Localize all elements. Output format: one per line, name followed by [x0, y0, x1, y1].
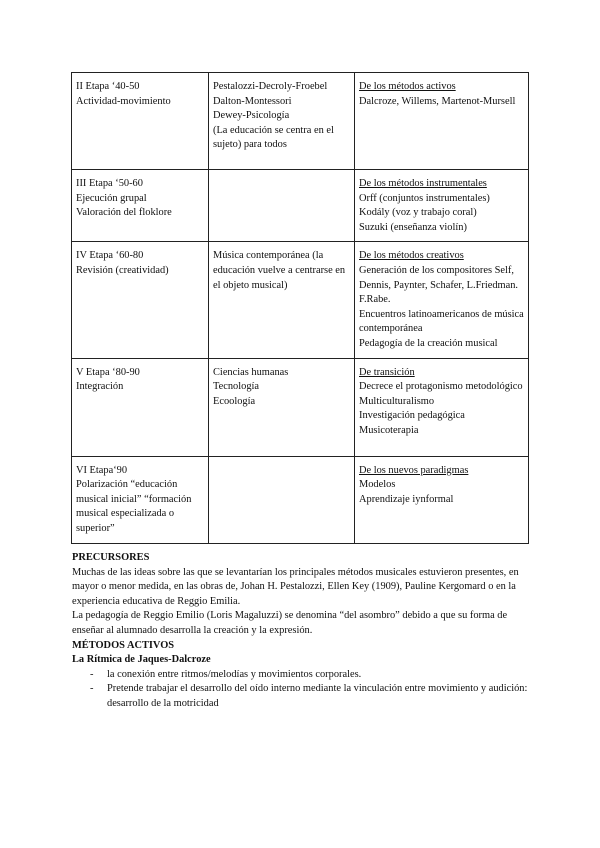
influence-line: Pestalozzi-Decroly-Froebel: [213, 81, 328, 92]
methods-title: De los métodos instrumentales: [359, 178, 487, 189]
list-item: - la conexión entre ritmos/melodías y movimientos corporales.: [107, 668, 528, 683]
method-line: Pedagogía de la creación musical: [359, 337, 498, 349]
method-line: Multiculturalismo: [359, 395, 435, 407]
method-line: Encuentros latinoamericanos de música contemporánea: [359, 308, 524, 335]
methods-title: De los métodos creativos: [359, 250, 464, 262]
period-cell: [72, 358, 209, 456]
table-row: [72, 73, 529, 170]
period-line: Integración: [76, 381, 124, 393]
metodos-activos-heading: MÉTODOS ACTIVOS: [72, 639, 175, 651]
influence-line: Dalton-Montessori: [213, 95, 292, 107]
precursores-heading: PRECURSORES: [72, 552, 150, 563]
influences-cell: [209, 456, 355, 543]
methods-cell: [355, 73, 529, 170]
paragraph-reggio-emilia: La pedagogía de Reggio Emilio (Loris Magaluzzi) se denomina “del asombro” debido a que su forma de enseñar al alumnado desarrolla la creación y la expresión.: [72, 610, 508, 636]
influence-line: Dewey-Psicología: [213, 110, 290, 122]
document-body: [72, 551, 528, 712]
methods-title: De transición: [359, 366, 415, 378]
method-line: Investigación pedagógica: [359, 410, 465, 422]
methods-cell: [355, 358, 529, 456]
influences-cell: [209, 73, 355, 170]
methods-title: De los nuevos paradigmas: [359, 464, 469, 476]
method-line: Dalcroze, Willems, Martenot-Mursell: [359, 95, 516, 107]
influences-cell: [209, 358, 355, 456]
dalcroze-bullet-list: [72, 668, 528, 712]
stages-table: [71, 72, 529, 544]
influence-line: Tecnología: [213, 381, 260, 393]
table-row: [72, 358, 529, 456]
table-row: [72, 242, 529, 358]
ritmica-dalcroze-heading: La Rítmica de Jaques-Dalcroze: [72, 654, 211, 666]
influence-line: Música contemporánea (la educación vuelve a centrarse en el objeto musical): [213, 250, 346, 291]
period-cell: [72, 73, 209, 170]
methods-cell: [355, 456, 529, 543]
period-line: VI Etapa‘90: [76, 464, 128, 476]
method-line: Kodály (voz y trabajo coral): [359, 207, 477, 219]
period-cell: [72, 456, 209, 543]
period-line: Revisión (creatividad): [76, 264, 169, 276]
influences-cell: [209, 170, 355, 242]
table-row: [72, 456, 529, 543]
period-line: Polarización “educación musical inicial” “formación musical especializada o superior”: [76, 479, 192, 534]
methods-cell: [355, 170, 529, 242]
period-line: Ejecución grupal: [76, 192, 147, 204]
period-line: II Etapa ‘40-50: [76, 81, 140, 92]
period-cell: [72, 242, 209, 358]
method-line: Suzuki (enseñanza violín): [359, 221, 467, 233]
influences-cell: [209, 242, 355, 358]
period-line: Actividad-movimiento: [76, 95, 171, 107]
method-line: Musicoterapia: [359, 424, 419, 436]
method-line: Modelos: [359, 479, 396, 491]
influence-line: (La educación se centra en el sujeto) para todos: [213, 124, 334, 151]
influence-line: Ecoología: [213, 395, 256, 407]
paragraph-precursores: Muchas de las ideas sobre las que se levantarían los principales métodos musicales estuvieron presentes, en mayor o menor medida, en las obras de, Johan H. Pestalozzi, Ellen Key (1909), Pauline Kergomard o en la experiencia educativa de Reggio Emilia.: [72, 566, 519, 607]
influence-line: Ciencias humanas: [213, 366, 289, 378]
period-line: Valoración del floklore: [76, 207, 172, 219]
period-line: IV Etapa ‘60-80: [76, 250, 144, 262]
period-cell: [72, 170, 209, 242]
period-line: V Etapa ‘80-90: [76, 366, 140, 378]
table-row: [72, 170, 529, 242]
methods-title: De los métodos activos: [359, 81, 456, 92]
list-item: - Pretende trabajar el desarrollo del oído interno mediante la vinculación entre movimiento y audición: desarrollo de la motricidad: [107, 682, 528, 711]
method-line: Decrece el protagonismo metodológico: [359, 381, 523, 393]
method-line: Aprendizaje iynformal: [359, 493, 454, 505]
methods-cell: [355, 242, 529, 358]
method-line: Generación de los compositores Self, Dennis, Paynter, Schafer, L.Friedman. F.Rabe.: [359, 264, 519, 306]
method-line: Orff (conjuntos instrumentales): [359, 192, 490, 204]
period-line: III Etapa ‘50-60: [76, 178, 143, 189]
